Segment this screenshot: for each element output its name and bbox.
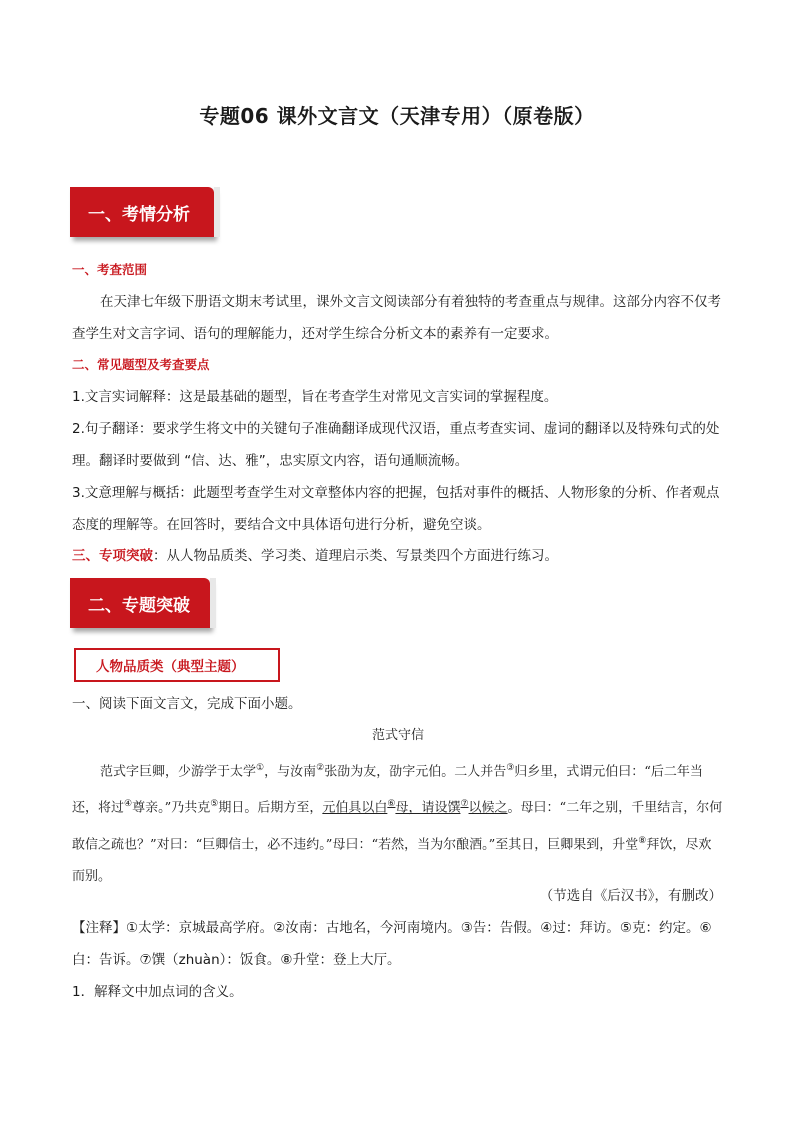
- passage-text: 期日。后期方至，: [218, 800, 323, 816]
- question-intro: 一、阅读下面文言文，完成下面小题。: [72, 696, 302, 712]
- notes-block: [72, 912, 722, 976]
- passage-text: 归乡里，式谓元伯曰：“后二年当还，将过: [72, 764, 703, 816]
- section-banner-breakthrough: [70, 578, 210, 628]
- heading-range-text: 一、考查范围: [72, 262, 148, 277]
- question-1: 1．解释文中加点词的含义。: [72, 984, 243, 1000]
- source-citation: （节选自《后汉书》，有删改）: [539, 888, 722, 904]
- passage-text: 尊亲。”乃共克: [132, 800, 211, 816]
- passage-text: 。母曰：“二年之别，千里结言，尔何敢信之疏也？”对曰：“巨卿信士，必不违约。”母曰：“若然，当为尔酿酒。”至其日，巨卿果到，升堂: [72, 800, 723, 852]
- passage-text: 拜饮，尽欢而别。: [72, 836, 712, 884]
- heading-special: 三、专项突破: [72, 548, 153, 564]
- passage-title: 范式守信: [371, 728, 424, 743]
- passage-body: [72, 752, 724, 893]
- note-marker: ③: [506, 763, 515, 773]
- note-marker: ①: [256, 763, 265, 773]
- special-line: [72, 540, 722, 572]
- notes-text: ①太学：京城最高学府。②汝南：古地名，今河南境内。③告：告假。④过：拜访。⑤克：约定。⑥白：告诉。⑦馔（zhuàn）：饭食。⑧升堂：登上大厅。: [72, 920, 712, 968]
- note-marker: ⑦: [460, 799, 469, 810]
- heading-types-text: 二、常见题型及考查要点: [72, 357, 210, 372]
- page-title: 专题06 课外文言文（天津专用）（原卷版）: [199, 104, 595, 128]
- banner-label: 一、考情分析: [88, 204, 190, 225]
- type-item-1: 1.文言实词解释：这是最基础的题型，旨在考查学生对常见文言实词的掌握程度。: [72, 389, 558, 405]
- notes-label: 【注释】: [72, 920, 126, 936]
- passage-text: ，与汝南: [264, 764, 317, 780]
- section-banner-analysis: [70, 187, 214, 237]
- underlined-sentence: 母，请设馔: [395, 800, 461, 816]
- banner-label: 二、专题突破: [88, 595, 190, 616]
- passage-text: 范式字巨卿，少游学于太学: [100, 764, 257, 780]
- note-marker: ②: [316, 763, 325, 773]
- type-item-2: 2.句子翻译：要求学生将文中的关键句子准确翻译成现代汉语，重点考查实词、虚词的翻译以及特殊句式的处理。翻译时要做到 “信、达、雅”，忠实原文内容，语句通顺流畅。: [72, 421, 720, 469]
- type-item-3: 3.文意理解与概括：此题型考查学生对文章整体内容的把握，包括对事件的概括、人物形象的分析、作者观点态度的理解等。在回答时，要结合文中具体语句进行分析，避免空谈。: [72, 485, 720, 533]
- special-text: ：从人物品质类、学习类、道理启示类、写景类四个方面进行练习。: [153, 548, 558, 564]
- note-marker: ⑥: [387, 799, 396, 810]
- passage-text: 张劭为友，劭字元伯。二人并告: [324, 764, 507, 780]
- heading-range: [72, 254, 722, 286]
- note-marker: ⑤: [210, 799, 219, 810]
- heading-types: [72, 349, 722, 381]
- underlined-sentence: 以候之: [468, 800, 508, 816]
- topic-box-title: 人物品质类（典型主题）: [74, 648, 280, 682]
- note-marker: ④: [124, 799, 133, 810]
- range-paragraph: 在天津七年级下册语文期末考试里，课外文言文阅读部分有着独特的考查重点与规律。这部分内容不仅考查学生对文言字词、语句的理解能力，还对学生综合分析文本的素养有一定要求。: [72, 294, 721, 342]
- underlined-sentence: 元伯具以白: [322, 800, 388, 816]
- note-marker: ⑧: [638, 835, 647, 846]
